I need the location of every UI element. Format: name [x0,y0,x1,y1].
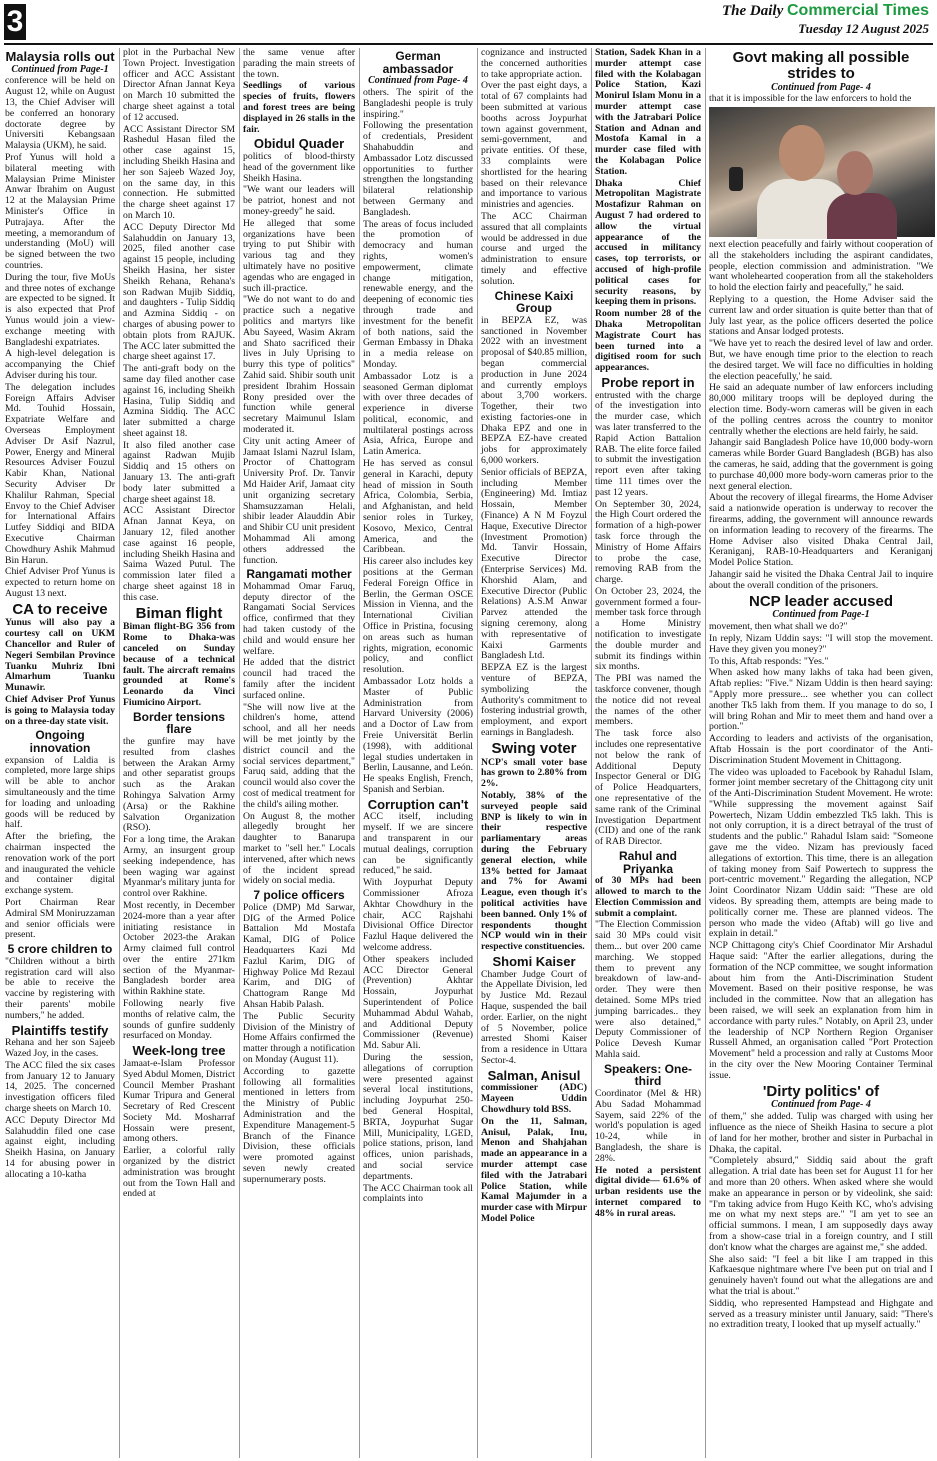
paragraph: On the 11, Salman, Anisul, Palak, Inu, Menon and Shahjahan made an appearance in a murder attempt case filed with the Jatrabari Police Station, while Kamal Majumder in a murder case with Mirpur Model Police [481,1115,587,1224]
newspaper-brand [722,2,929,20]
paragraph: next election peacefully and fairly without cooperation of all the stakeholders including the aspirant candidates, people, election commission and administration. "We want wholehearted cooperation from all the stakeholders to hold the election fairly and peacefully," he said. [709,239,933,294]
paragraph: She also said: "I feel a bit like I am trapped in this Kafkaesque nightmare where I've been put on trial and I genuinely haven't found out what the allegations are and what the trial is about." [709,1253,933,1297]
paragraph: movement, then what shall we do?" [709,621,848,633]
paragraph: Biman flight-BG 356 from Rome to Dhaka-was canceled on Sunday because of a technical fault. The aircraft remains grounded at Rome's Leonardo da Vinci Fiumicino Airport. [123,621,235,708]
paragraph: cognizance and instructed the concerned authorities to take appropriate action. [481,48,587,80]
photo-face [837,151,873,195]
headline: Rahul and Priyanka [618,849,677,876]
paragraph: Rehana and her son Sajeeb Wazed Joy, in the cases. [5,1037,115,1059]
paragraph: "Completely absurd," Siddiq said about the graft allegation. A trial date has been set for August 11 for her and more than 20 others. When asked where she would make an appearance in person or by videolink, she said: "I'm taking advice from Hugo Keith KC, who's advising me on what my next steps are." "I am yet to see an official summons. I mean, I am supposedly days away from a show-case trial in a foreign country, and I still don't know what the charges are against me," she added. [709,1155,933,1253]
paragraph: Replying to a question, the Home Adviser said the current law and order situation is quite better than that of July last year, as the police officers deserted the police stations and Ansar lodged protests. [709,294,933,338]
headline: Corruption can't [367,796,469,812]
paragraph: ACC itself, including myself. If we are sincere and transparent in our mutual dealings, corruption can be significantly reduced," he said. [363,811,473,877]
headline: Week-long tree [132,1043,226,1059]
paragraph: "She will now live at the children's home, attend school, and all her needs will be met jointly by the district council and the social services department," Faruq said, adding that the council would also cover the cost of medical treatment for the child's ailing mother. [243,701,355,810]
photo-face [779,125,825,181]
paragraph: A high-level delegation is accompanying the Chief Adviser during his tour. [5,348,115,381]
paragraph: He has served as consul general in Karachi, deputy head of mission in South Africa, Colombia, Serbia, and Afghanistan, and held senior roles in Turkey, Kosovo, Mexico, Central America, and the Caribbean. [363,458,473,556]
photo-figure [827,193,897,239]
headline: NCP leader accused [749,592,893,610]
paragraph: Ambassador Lotz is a seasoned German diplomat with over three decades of experience in diverse political, economic, and multilateral postings across Asia, Africa, Europe and Latin America. [363,370,473,458]
column-1 [2,48,118,1458]
paragraph: He alleged that some organizations have been trying to put Shibir with various tag and they ultimately have no positive agendas who are engaged in such ill-practice. [243,217,355,294]
paragraph: conference will be held on August 12, while on August 13, the Chief Adviser will be conferred an honorary doctorate degree by Universiti Kebangsaan Malaysia (UKM), he said. [5,75,115,152]
headline: Shomi Kaiser [492,953,576,969]
paragraph: commissioner (ADC) Mayeen Uddin Chowdhury told BSS. [481,1082,587,1115]
paragraph: He added that the district council had traced the family after the incident surfaced online. [243,657,355,701]
paragraph: of them," she added. Tulip was charged with using her influence as the niece of Sheikh Hasina to secure a plot of land for her mother, brother and sister in Purbachal in Dhaka, the capital. [709,1111,933,1155]
paragraph: Senior officials of BEPZA, including Member (Engineering) Md. Imtiaz Hossain, Member (Finance) A N M Foyzul Haque, Executive Director (Investment Promotion) Md. Tanvir Hossain, Executive Director (Enterprise Services) Md. Khorshid Alam, and Executive Director (Public Relations) A.S.M Anwar Parvez attended the signing ceremony, along with representative of Kaixi Garments Bangladesh Ltd. [481,466,587,662]
paragraph: In reply, Nizam Uddin says: "I will stop the movement. Have they given you money?" [709,632,933,655]
paragraph: "We do not want to do and practice such a negative politics and martyrs like Abu Sayeed, Wasim Akram and Shato sacrificed their lives in July Uprising to burry this type of politics" Zahid said. Shibir south unit president Ibrahim Hossain Rony presided over the function while general secretary Maimunul Islam moderated it. [243,294,355,435]
paragraph: "Children without a birth registration card will also be able to receive the vaccine by registering with their parents' mobile numbers," he added. [5,955,115,1021]
paragraph: Over the past eight days, a total of 67 complaints had been submitted at various booths across Joypurhat town against government, semi-government, and private entities. Of these, 33 complaints were shortlisted for the hearing based on their relevance and importance to various ministries and agencies. [481,80,587,211]
paragraph: The PBI was named the taskforce convener, though the notice did not reveal the names of the other members. [595,673,701,728]
paragraph: On August 8, the mother allegedly brought her daughter to Banarupa market to "sell her." Locals intervened, after which news of the incident spread widely on social media. [243,810,355,887]
headline: Probe report in [601,374,695,390]
headline: Govt making all possible strides to [732,49,910,82]
headline: Chinese Kaixi Group [494,288,574,316]
headline: Swing voter [491,739,577,757]
paragraph: others. The spirit of the Bangladeshi people is truly inspiring." [363,86,473,120]
paragraph: Jahangir said Bangladesh Police have 10,000 body-worn cameras while Border Guard Bangladesh (BGB) has also the cameras, he said, adding that the government is going to purchase 40,000 more body-worn cameras prior to the next general election. [709,437,933,492]
paragraph: that it is impossible for the law enforcers to hold the [709,93,912,105]
column-7 [706,48,936,1458]
headline: Rangamati mother [246,567,352,582]
headline: 'Dirty politics' of [762,1082,880,1100]
paragraph: entrusted with the charge of the investigation into the murder case, which was later transferred to the Rapid Action Battalion RAB. The elite force failed to submit the investigation report even after taking time 111 times over the past 12 years. [595,389,701,498]
paragraph: On October 23, 2024, the government formed a four-member task force through a Home Ministry notification to investigate the double murder and submit its findings within six months. [595,585,701,673]
paragraph: ACC Deputy Director Md Salahuddin on January 13, 2025, filed another case against 15 people, including Sheikh Hasina, her sister Sheikh Rehana, Rehana's son Radwan Mujib Siddiq, and daughters - Tulip Siddiq and Azmina Siddiq - on charges of abusing power to obtain plots from RAJUK. The ACC later submitted the charge sheet against 17. [123,221,235,363]
paragraph: "The Election Commission said 30 MPs could visit them... but over 200 came marching. We stopped them to prevent any breakdown of law-and-order. They were then detained. Some MPs tried jumping barricades.. they were also detained," Deputy Commissioner of Police Devesh Kumar Mahla said. [595,919,701,1060]
paragraph: ACC Assistant Director SM Rashedul Hasan filed the other case against 15, including Sheikh Hasina and her son Sajeeb Wazed Joy, on the same day, in this connection. He submitted the charge sheet against 17 on March 10. [123,123,235,221]
paragraph: Notably, 38% of the surveyed people said BNP is likely to win in their respective parliamentary areas during the February general election, while 13% betted for Jamaat and 7% for Awami League, even though it's political activities have been banned. Only 1% of respondents thought NCP would win in their respective constituencies. [481,789,587,953]
paragraph: Prof Yunus will hold a bilateral meeting with Malaysian Prime Minister Anwar Ibrahim on August 12 at the Malaysian Prime Minister's Office in Putrajaya. After the meeting, a memorandum of understanding (MoU) will be signed between the two countries. [5,152,115,271]
paragraph: Station, Sadek Khan in a murder attempt case filed with the Kolabagan Police Station, Kazi Monirul Islam Monu in a murder attempt case with the Jatrabari Police Station and Adnan and Mostofa Kamal in a murder case filed with the Kolabagan Police Station. [595,48,701,177]
paragraph: Room number 28 of the Dhaka Metropolitan Magistrate Court has been turned into a digitised room for such appearances. [595,308,701,374]
headline: 5 crore children to [7,942,113,957]
paragraph: plot in the Purbachal New Town Project. Investigation officer and ACC Assistant Director Afnan Jannat Keya on March 10 submitted the charge sheet against a total of 12 accused. [123,48,235,123]
paragraph: On September 30, 2024, the High Court ordered the formation of a high-power task force through the Ministry of Home Affairs to probe the case, removing RAB from the charge. [595,498,701,586]
headline: Border tensions flare [132,709,225,737]
paragraph: According to leaders and activists of the organisation, Aftab Hossain is the port coordinator of the Anti-Discrimination Student Movement in Chittagong. [709,733,933,766]
paragraph: The ACC filed the six cases from January 12 to January 14, 2025. The concerned investigation officers filed charge sheets on March 10. [5,1059,115,1114]
paragraph: BEPZA EZ is the largest venture of BEPZA, symbolizing the Authority's commitment to fostering industrial growth, employment, and export earnings in Bangladesh. [481,662,587,738]
paragraph: During the session, allegations of corruption were presented against several local institutions, including Joypurhat 250-bed General Hospital, BRTA, Joypurhat Sugar Mill, Municipality, LGED, police stations, prison, land offices, union parishads, and social service departments. [363,1051,473,1182]
paragraph: Mohammad Omar Faruq, deputy director of the Rangamati Social Services office, confirmed that they had taken custody of the child and would ensure her welfare. [243,580,355,657]
paragraph: Yunus will also pay a courtesy call on UKM Chancellor and Ruler of Negeri Sembilan Province Tuanku Muhriz Ibni Almarhum Tuanku Munawir. [5,617,115,694]
headline: Plaintiffs testify [11,1022,109,1038]
paragraph: Following nearly five months of relative calm, the sounds of gunfire suddenly resurfaced on Monday. [123,998,235,1042]
headline: 7 police officers [253,888,345,903]
column-5 [478,48,590,1458]
paragraph: The areas of focus included the promotion of democracy and human rights, women's empowerment, climate change mitigation, renewable energy, and the deepening of economic ties through trade and investment for the benefit of both nations, said the German Embassy in Dhaka in a media release on Monday. [363,218,473,370]
continued-note: Continued from Page- 4 [771,1099,871,1111]
continued-note: Continued from Page-1 [772,609,870,621]
continued-note: Continued from Page- 4 [368,75,468,87]
paragraph: the same venue after parading the main streets of the town. [243,48,355,80]
page-number: 3 [4,4,26,40]
paragraph: ACC Deputy Director Md Salahuddin filed one case against eight, including Sheikh Hasina, on January 14 for abusing power in allocating a 10-katha [5,1114,115,1180]
paragraph: During the tour, five MoUs and three notes of exchange are expected to be signed. It is also expected that Prof Yunus would join a view-exchange meeting with Bangladeshi expatriates. [5,271,115,348]
masthead [0,0,937,42]
continued-note: Continued from Page- 4 [771,81,871,93]
paragraph: Chamber Judge Court of the Appellate Division, led by Justice Md. Rezaul Haque, suspended the bail order. Earlier, on the night of 5 November, police arrested Shomi Kaiser from a residence in Uttara Sector-4. [481,968,587,1066]
paragraph: For a long time, the Arakan Army, an insurgent group seeking independence, has been waging war against Myanmar's military junta for control over Rakhine. [123,834,235,900]
paragraph: Siddiq, who represented Hampstead and Highgate and served as a treasury minister until January, said: "There's no extradition treaty, I looked that up myself actually." [709,1297,933,1331]
paragraph: According to gazette following all formalities mentioned in letters from the Ministry of Public Administration and the Expenditure Management-5 Branch of the Finance Division, these officials were promoted against seven newly created supernumerary posts. [243,1065,355,1185]
paragraph: Earlier, a colorful rally organized by the district administration was brought out from the Town Hall and ended at [123,1145,235,1200]
paragraph: The Public Security Division of the Ministry of Home Affairs confirmed the matter through a notification on Monday (August 11). [243,1010,355,1065]
paragraph: With Joypurhat Deputy Commissioner Afroza Akhtar Chowdhury in the chair, ACC Rajshahi Divisional Office Director Fazlul Haque delivered the welcome address. [363,877,473,953]
paragraph: politics of blood-thirsty head of the government like Sheikh Hasina. [243,151,355,184]
paragraph: He said an adequate number of law enforcers including 80,000 military troops will be deployed during the election time. Body-worn cameras will be given in each of the polling centres across the country to monitor centrally whether the elections are held fairly, he said. [709,382,933,437]
paragraph: the gunfire may have resulted from clashes between the Arakan Army and other separatist groups such as the Arakan Rohingya Salvation Army (Arsa) or the Rakhine Salvation Organization (RSO). [123,735,235,834]
paragraph: "We want our leaders will be patriot, honest and not money-greedy" he said. [243,184,355,217]
paragraph: After the briefing, the chairman inspected the renovation work of the port and inaugurated the vehicle and container digital exchange system. [5,831,115,897]
paragraph: ACC Assistant Director Afnan Jannat Keya, on January 12, filed another case against 16 people, including Sheikh Hasina and Saima Wazed Putul. The commission later filed a charge sheet against 18 in this case. [123,505,235,603]
paragraph: The anti-graft body on the same day filed another case against 16, including Sheikh Hasina, Tulip Siddiq and Azmina Siddiq. The ACC later submitted a charge sheet against 18. [123,363,235,439]
paragraph: Chief Adviser Prof Yunus is expected to return home on August 13 next. [5,566,115,599]
paragraph: NCP Chittagong city's Chief Coordinator Mir Arshadul Haque said: "After the earlier allegations, during the formation of the NCP committee, we sought information about him from the Anti-Discrimination Student Movement. Based on their positive response, he was included in the committee. Now that an allegation has been raised, we will seek an explanation from him in accordance with party rules." Notably, on April 23, under the leadership of NCP Northern Region Organiser Russell Ahmed, an organisation called "Port Protection Movement" held a procession and rally at Customs Moor in the city over the New Mooring Container Terminal issue. [709,940,933,1081]
column-3 [240,48,358,1458]
masthead-rule [4,43,933,45]
headline: Obidul Quader [253,136,345,152]
headline: Speakers: One-third [603,1061,693,1089]
paragraph: Jamaat-e-Islam Professor Syed Abdul Momen, District Council Member Prashant Kumar Tripura and General Secretary of Red Crescent Society Md. Mosharraf Hossain were present, among others. [123,1057,235,1145]
paragraph: When asked how many lakhs of taka had been given, Aftab replies: "Five." Nizam Uddin is then heard saying: "Apply more pressure... see whether you can collect another Tk5 lakh from them. If you manage to do so, I will bring Rohan and Mir to meet them and hand over a portion." [709,667,933,733]
paragraph: Jahangir said he visited the Dhaka Central Jail to inquire about the overall condition of the prisoners. [709,569,933,591]
paragraph: It also filed another case against Radwan Mujib Siddiq and 15 others on January 13. The anti-graft body later submitted a charge sheet against 18. [123,439,235,505]
headline: Biman flight [135,604,223,622]
headline: Salman, Anisul [487,1067,581,1083]
paragraph: Coordinator (Mel & HR) Abu Sadad Mohammad Sayem, said 22% of the world's population is aged 10-24, while in Bangladesh, the share is 28%. [595,1087,701,1164]
dateline: Tuesday 12 August 2025 [798,21,929,36]
paragraph: NCP's small voter base has grown to 2.80% from 2%. [481,756,587,790]
column-6 [592,48,704,1458]
paragraph: Police (DMP) Md Sarwar, DIG of the Armed Police Battalion Md Mostafa Kamal, DIG of Police Headquarters Kazi Md Fazlul Karim, DIG of Highway Police Md Rezaul Karim, and DIG of Chattogram Range Md Ahsan Habib Palash. [243,901,355,1010]
paragraph: Ambassador Lotz holds a Master of Public Administration from Harvard University (2006) and a Doctor of Law from Freie Universität Berlin (1998), with additional legal studies undertaken in Berlin, Lausanne, and León. He speaks English, French, Spanish and Serbian. [363,676,473,795]
paragraph: He noted a persistent digital divide— 61.6% of urban residents use the internet compared to 48% in rural areas. [595,1164,701,1219]
paragraph: Port Chairman Rear Admiral SM Moniruzzaman and senior officials were present. [5,896,115,941]
paragraph: of 30 MPs had been allowed to march to the Election Commission and submit a complaint. [595,875,701,919]
microphone-icon [729,167,743,191]
paragraph: Following the presentation of credentials, President Shahabuddin and Ambassador Lotz discussed opportunities to further strengthen the longstanding bilateral relationship between Germany and Bangladesh. [363,120,473,218]
paragraph: "We have yet to reach the desired level of law and order. But, we have enough time prior to the election to reach the desired target. We will face no difficulties in holding the election peacefully,' he said. [709,338,933,382]
paragraph: The ACC Chairman assured that all complaints would be addressed in due course and urged the administration to ensure timely and effective solution. [481,210,587,287]
paragraph: Seedlings of various species of fruits, flowers and forest trees are being displayed in 26 stalls in the fair. [243,80,355,135]
paragraph: Chief Adviser Prof Yunus is going to Malaysia today on a three-day state visit. [5,694,115,727]
paragraph: The ACC Chairman took all complaints into [363,1182,473,1205]
headline: Ongoing innovation [29,728,91,755]
continued-note: Continued from Page-1 [11,63,109,75]
paragraph: About the recovery of illegal firearms, the Home Adviser said a nationwide operation is underway to recover the firearms, adding, the government will announce rewards on information leading to recovery of the firearms. The Home Adviser also visited Dhaka Central Jail, Keraniganj, RAB-10-Headquarters and Keraniganj Model Police Station. [709,492,933,569]
paragraph: His career also includes key positions at the German Federal Foreign Office in Berlin, the German OSCE Mission in Vienna, and the International Civilian Office in Pristina, focusing on areas such as human rights, migration, economic policy, and conflict resolution. [363,556,473,676]
brand-name: Commercial Times [787,2,929,19]
news-photo-home-adviser [709,107,935,237]
paragraph: To this, Aftab responds: "Yes." [709,655,829,667]
headline: CA to receive [12,600,108,618]
paragraph: The video was uploaded to Facebook by Rahadul Islam, former joint member secretary of the Chittagong city unit of the Anti-Discrimination Student Movement. He wrote: "While suppressing the movement against Saif Powertech, Nizam Uddin embezzled Tk5 lakh. This is not only corruption, it is a direct betrayal of the trust of students and the public." Rahadul Islam said: "Someone gave me the video. Nizam has previously faced allegations of extortion. This time, there is an allegation of taking money from Saif Powertech to suppress the port-centric movement." Regarding the allegation, NCP Joint Coordinator Nizam Uddin said: "These are old videos. By spreading them, attempts are being made to politically corner me. These are planned videos. The person who made the video (Aftab) will go live and explain in detail." [709,766,933,940]
headline: German ambassador [382,49,454,76]
paragraph: Other speakers included ACC Director General (Prevention) Akhtar Hossain, Joypurhat Superintendent of Police Muhammad Abdul Wahab, and Additional Deputy Commissioner (Revenue) Md. Sabur Ali. [363,953,473,1052]
paragraph: Dhaka Chief Metropolitan Magistrate Mostafizur Rahman on August 7 had ordered to allow the virtual appearance of the accused in militancy cases, top terrorists, or accused of high-profile political cases for security reasons, by keeping them in prisons. [595,177,701,308]
paragraph: in BEPZA EZ, was sanctioned in November 2022 with an investment proposal of $40.85 million, began commercial production in June 2024 and currently employs about 3,700 workers. Together, their two existing factories-one in Dhaka EPZ and one in BEPZA EZ-have created jobs for approximately 6,000 workers. [481,314,587,467]
headline: Malaysia rolls out [5,49,115,64]
paragraph: The task force also includes one representative not below the rank of Additional Deputy Inspector General or DIG of Police Headquarters, one representative of the same rank of the Criminal Investigation Department (CID) and one of the rank of RAB Director. [595,728,701,848]
paragraph: expansion of Laldia is completed, more large ships will be able to anchor simultaneously and the time for loading and unloading goods will be reduced by half. [5,754,115,831]
paragraph: Most recently, in December 2024-more than a year after initiating resistance in October 2023-the Arakan Army claimed full control over the entire 271km section of the Myanmar-Bangladesh border area within Rakhine state. [123,899,235,998]
column-4 [360,48,476,1458]
column-2 [120,48,238,1458]
paragraph: City unit acting Ameer of Jamaat Islami Nazrul Islam, Proctor of Chattogram University Prof. Dr. Tanvir Md Haider Arif, Jamaat city unit organizing secretary Shamsuzzaman Helali, shibir leader Alauddin Abir and Shibir CU unit president Mohammad Ali among others addressed the function. [243,435,355,566]
brand-prefix: The Daily [722,3,784,19]
paragraph: The delegation includes Foreign Affairs Adviser Md. Touhid Hossain, Expatriate Welfare and Overseas Employment Adviser Dr Asif Nazrul, Power, Energy and Mineral Resources Adviser Fouzul Kabir Khan, National Security Adviser Dr Khalilur Rahman, Special Envoy to the Chief Adviser for International Affairs Lutfey Siddiqi and BIDA Executive Chairman Chowdhury Ashik Mahmud Bin Harun. [5,381,115,566]
